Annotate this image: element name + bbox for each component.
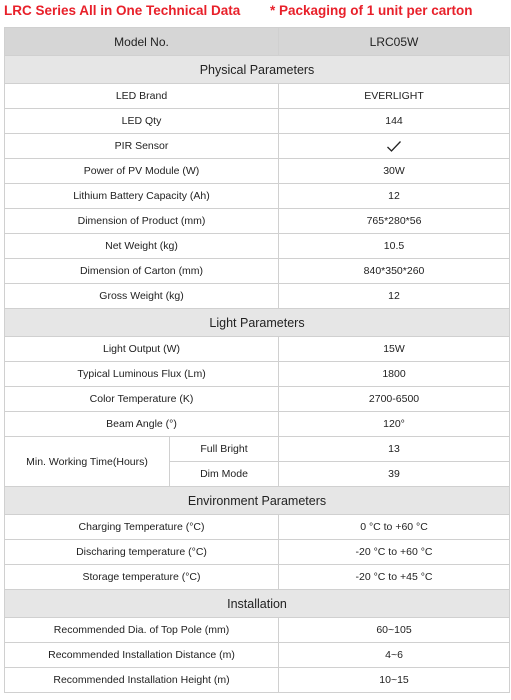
section-title-light: Light Parameters: [5, 309, 510, 337]
full-bright-label: Full Bright: [170, 437, 279, 462]
row-value: 60~105: [279, 618, 510, 643]
full-bright-value: 13: [279, 437, 510, 462]
row-value: 120°: [279, 412, 510, 437]
packaging-note: * Packaging of 1 unit per carton: [270, 3, 473, 18]
table-row: [5, 159, 510, 184]
section-row-installation: [5, 590, 510, 618]
row-value: 12: [279, 284, 510, 309]
row-label: PIR Sensor: [5, 134, 279, 159]
row-label: Lithium Battery Capacity (Ah): [5, 184, 279, 209]
row-value: -20 °C to +60 °C: [279, 540, 510, 565]
table-row: [5, 540, 510, 565]
section-row-physical: [5, 56, 510, 84]
table-row: [5, 362, 510, 387]
row-label: Gross Weight (kg): [5, 284, 279, 309]
row-label: LED Brand: [5, 84, 279, 109]
table-row: [5, 412, 510, 437]
row-value: 1800: [279, 362, 510, 387]
row-label: Discharing temperature (°C): [5, 540, 279, 565]
row-value: 10.5: [279, 234, 510, 259]
row-value: 12: [279, 184, 510, 209]
row-value: 15W: [279, 337, 510, 362]
row-value: 2700-6500: [279, 387, 510, 412]
table-row: [5, 643, 510, 668]
row-label: Storage temperature (°C): [5, 565, 279, 590]
row-label: Color Temperature (K): [5, 387, 279, 412]
row-label: Dimension of Carton (mm): [5, 259, 279, 284]
row-value: 144: [279, 109, 510, 134]
table-row: [5, 284, 510, 309]
row-value: 4~6: [279, 643, 510, 668]
row-value: -20 °C to +45 °C: [279, 565, 510, 590]
spec-table: [4, 27, 510, 693]
table-row: [5, 668, 510, 693]
section-title-installation: Installation: [5, 590, 510, 618]
row-label: Recommended Installation Distance (m): [5, 643, 279, 668]
row-label: Charging Temperature (°C): [5, 515, 279, 540]
table-row: [5, 618, 510, 643]
row-value: 30W: [279, 159, 510, 184]
row-value: 765*280*56: [279, 209, 510, 234]
table-row: [5, 209, 510, 234]
title-bar: [0, 0, 511, 26]
dim-mode-label: Dim Mode: [170, 462, 279, 487]
table-row: [5, 337, 510, 362]
row-label: Typical Luminous Flux (Lm): [5, 362, 279, 387]
table-header-row: [5, 28, 510, 56]
document-title: LRC Series All in One Technical Data: [4, 3, 241, 18]
table-row: [5, 387, 510, 412]
row-label: Recommended Dia. of Top Pole (mm): [5, 618, 279, 643]
table-row: [5, 109, 510, 134]
row-label: Dimension of Product (mm): [5, 209, 279, 234]
row-label: LED Qty: [5, 109, 279, 134]
row-value: 0 °C to +60 °C: [279, 515, 510, 540]
section-title-physical: Physical Parameters: [5, 56, 510, 84]
working-time-label: Min. Working Time(Hours): [5, 437, 170, 487]
row-value: 840*350*260: [279, 259, 510, 284]
table-row: [5, 515, 510, 540]
table-row: [5, 234, 510, 259]
table-row: [5, 84, 510, 109]
header-model-label: Model No.: [5, 28, 279, 56]
row-value-checkmark: [279, 134, 510, 159]
checkmark-icon: [386, 140, 402, 152]
table-row: [5, 565, 510, 590]
row-label: Recommended Installation Height (m): [5, 668, 279, 693]
dim-mode-value: 39: [279, 462, 510, 487]
table-row: [5, 437, 510, 462]
table-row: [5, 259, 510, 284]
section-title-environment: Environment Parameters: [5, 487, 510, 515]
section-row-light: [5, 309, 510, 337]
table-row: [5, 134, 510, 159]
row-value: 10~15: [279, 668, 510, 693]
table-row: [5, 184, 510, 209]
row-label: Light Output (W): [5, 337, 279, 362]
row-label: Net Weight (kg): [5, 234, 279, 259]
header-model-value: LRC05W: [279, 28, 510, 56]
row-label: Beam Angle (°): [5, 412, 279, 437]
row-value: EVERLIGHT: [279, 84, 510, 109]
row-label: Power of PV Module (W): [5, 159, 279, 184]
section-row-environment: [5, 487, 510, 515]
